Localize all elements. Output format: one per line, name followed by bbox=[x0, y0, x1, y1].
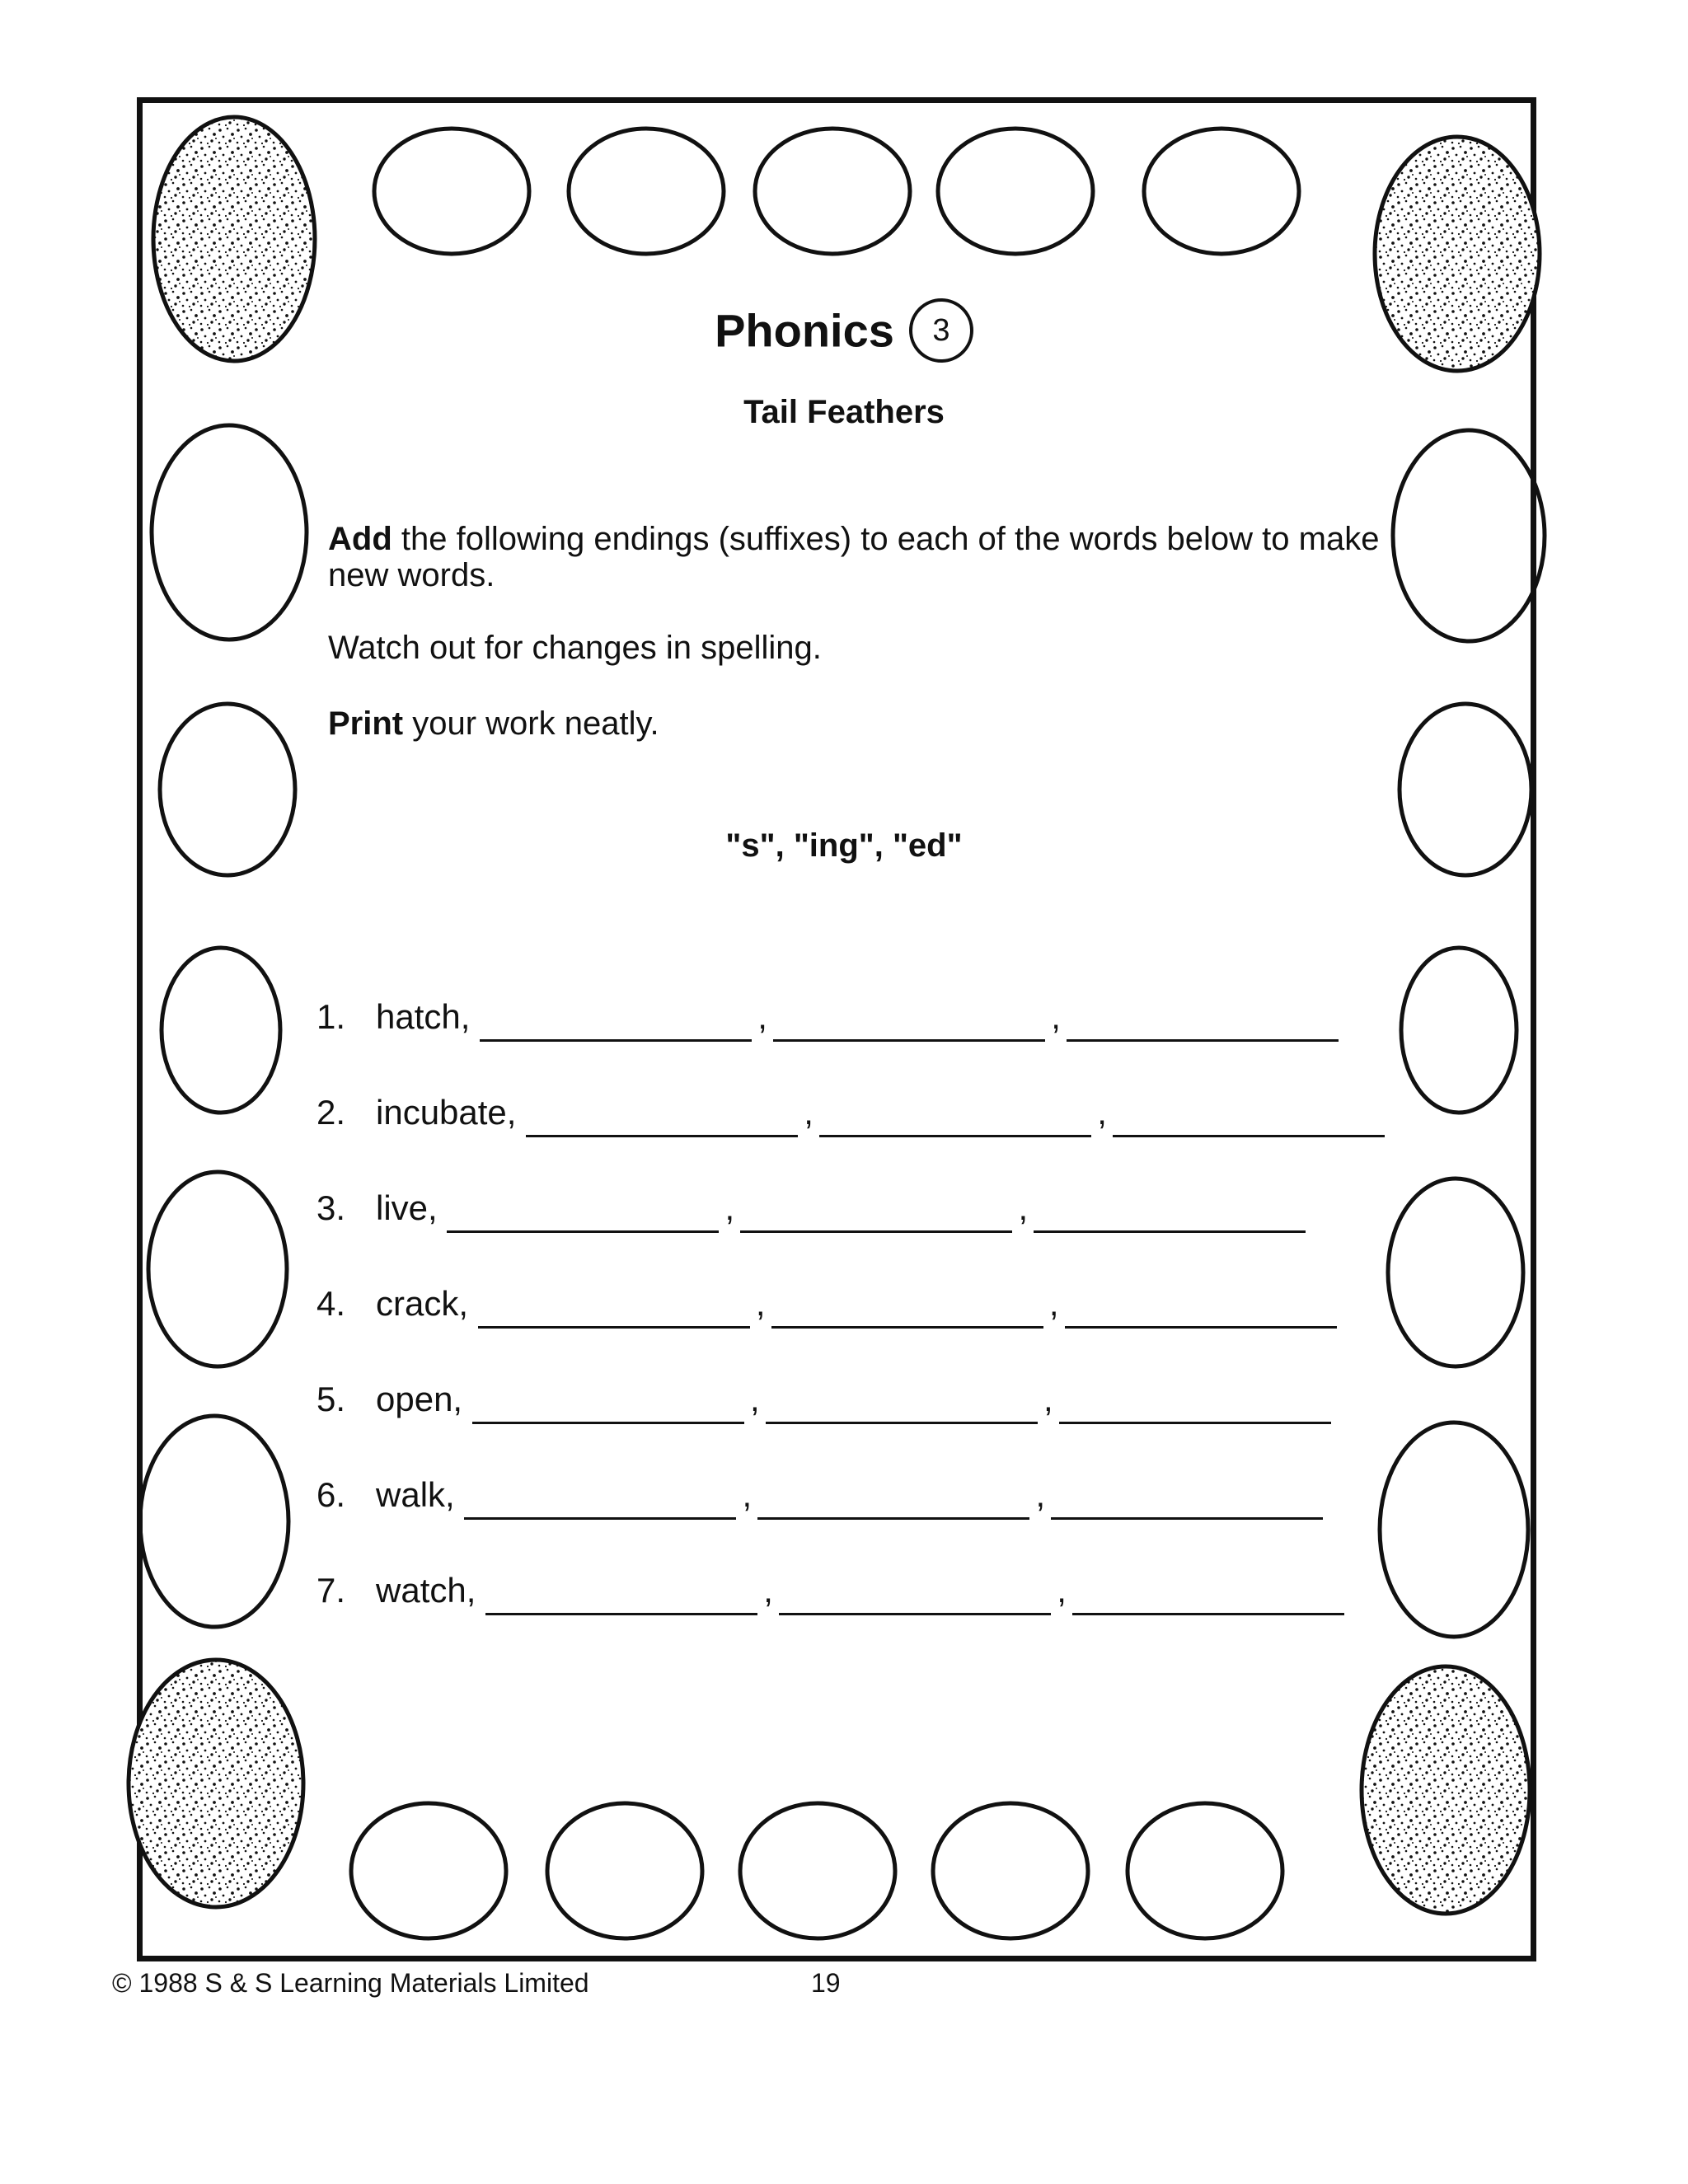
answer-blank[interactable] bbox=[779, 1573, 1051, 1615]
exercise-item bbox=[316, 1566, 1344, 1615]
instruction-add bbox=[328, 521, 1383, 593]
answer-blank[interactable] bbox=[766, 1382, 1038, 1424]
egg-bottom-4 bbox=[933, 1803, 1088, 1938]
egg-left-5 bbox=[140, 1416, 288, 1627]
answer-blank[interactable] bbox=[480, 1000, 752, 1042]
blank-separator: , bbox=[804, 1093, 814, 1132]
suffix-list: "s", "ing", "ed" bbox=[725, 827, 963, 864]
egg-bottom-3 bbox=[740, 1803, 895, 1938]
speckled-egg-bottom-left bbox=[129, 1660, 303, 1907]
egg-left-3 bbox=[162, 948, 280, 1113]
answer-blank[interactable] bbox=[1072, 1573, 1344, 1615]
copyright-notice: © 1988 S & S Learning Materials Limited bbox=[112, 1968, 589, 1998]
exercise-number: 1. bbox=[316, 997, 346, 1036]
blank-separator: , bbox=[724, 1188, 735, 1227]
egg-bottom-2 bbox=[547, 1803, 702, 1938]
answer-blank[interactable] bbox=[1113, 1095, 1385, 1137]
instruction-print-bold: Print bbox=[328, 705, 404, 742]
exercise-word: incubate, bbox=[376, 1093, 517, 1132]
instruction-add-bold: Add bbox=[328, 521, 392, 557]
blank-separator: , bbox=[742, 1475, 753, 1514]
blank-separator: , bbox=[1048, 1284, 1059, 1323]
blank-separator: , bbox=[1043, 1380, 1053, 1418]
answer-blank[interactable] bbox=[740, 1191, 1012, 1233]
egg-top-5 bbox=[1144, 129, 1299, 254]
answer-blank[interactable] bbox=[485, 1573, 757, 1615]
speckled-egg-bottom-right bbox=[1362, 1666, 1530, 1914]
exercise-word: walk, bbox=[376, 1475, 455, 1514]
exercise-item bbox=[316, 1183, 1306, 1233]
instruction-print bbox=[328, 705, 1383, 742]
answer-blank[interactable] bbox=[447, 1191, 719, 1233]
blank-separator: , bbox=[1018, 1188, 1029, 1227]
egg-bottom-5 bbox=[1128, 1803, 1282, 1938]
instruction-add-text: the following endings (suffixes) to each of the words below to make new words. bbox=[328, 521, 1380, 593]
answer-blank[interactable] bbox=[773, 1000, 1045, 1042]
exercise-word: live, bbox=[376, 1188, 438, 1227]
exercise-number: 2. bbox=[316, 1093, 346, 1132]
answer-blank[interactable] bbox=[1065, 1286, 1337, 1329]
answer-blank[interactable] bbox=[1034, 1191, 1306, 1233]
answer-blank[interactable] bbox=[771, 1286, 1043, 1329]
worksheet-title-row bbox=[0, 298, 1688, 363]
answer-blank[interactable] bbox=[472, 1382, 744, 1424]
exercise-word: open, bbox=[376, 1380, 463, 1418]
egg-top-4 bbox=[938, 129, 1093, 254]
exercise-number: 4. bbox=[316, 1284, 346, 1323]
exercise-item bbox=[316, 1088, 1385, 1137]
egg-left-1 bbox=[152, 425, 307, 640]
answer-blank[interactable] bbox=[757, 1478, 1029, 1520]
exercise-item bbox=[316, 1470, 1323, 1520]
blank-separator: , bbox=[749, 1380, 760, 1418]
answer-blank[interactable] bbox=[478, 1286, 750, 1329]
page-subtitle: Tail Feathers bbox=[743, 394, 945, 430]
instruction-print-text: your work neatly. bbox=[403, 705, 659, 742]
blank-separator: , bbox=[1051, 997, 1061, 1036]
egg-top-1 bbox=[374, 129, 529, 254]
page-number: 19 bbox=[811, 1968, 841, 1998]
blank-separator: , bbox=[1097, 1093, 1107, 1132]
egg-right-1 bbox=[1393, 430, 1545, 641]
instruction-spelling: Watch out for changes in spelling. bbox=[328, 630, 822, 666]
answer-blank[interactable] bbox=[1051, 1478, 1323, 1520]
egg-right-5 bbox=[1380, 1422, 1528, 1637]
egg-bottom-1 bbox=[351, 1803, 506, 1938]
blank-separator: , bbox=[763, 1571, 773, 1610]
exercise-number: 7. bbox=[316, 1571, 346, 1610]
exercise-item bbox=[316, 992, 1339, 1042]
blank-separator: , bbox=[1035, 1475, 1046, 1514]
title-number-badge: 3 bbox=[909, 298, 973, 363]
exercise-word: crack, bbox=[376, 1284, 469, 1323]
answer-blank[interactable] bbox=[819, 1095, 1091, 1137]
answer-blank[interactable] bbox=[526, 1095, 798, 1137]
egg-top-3 bbox=[755, 129, 910, 254]
exercise-item bbox=[316, 1375, 1331, 1424]
exercise-word: hatch, bbox=[376, 997, 471, 1036]
exercise-number: 6. bbox=[316, 1475, 346, 1514]
egg-right-4 bbox=[1388, 1179, 1523, 1366]
blank-separator: , bbox=[757, 997, 767, 1036]
page-title: Phonics bbox=[715, 304, 894, 357]
exercise-item bbox=[316, 1279, 1337, 1329]
answer-blank[interactable] bbox=[464, 1478, 736, 1520]
answer-blank[interactable] bbox=[1059, 1382, 1331, 1424]
exercise-word: watch, bbox=[376, 1571, 476, 1610]
blank-separator: , bbox=[1057, 1571, 1067, 1610]
exercise-number: 3. bbox=[316, 1188, 346, 1227]
exercise-number: 5. bbox=[316, 1380, 346, 1418]
egg-top-2 bbox=[569, 129, 724, 254]
egg-left-4 bbox=[148, 1172, 287, 1366]
answer-blank[interactable] bbox=[1067, 1000, 1339, 1042]
blank-separator: , bbox=[755, 1284, 766, 1323]
egg-right-3 bbox=[1401, 948, 1517, 1113]
